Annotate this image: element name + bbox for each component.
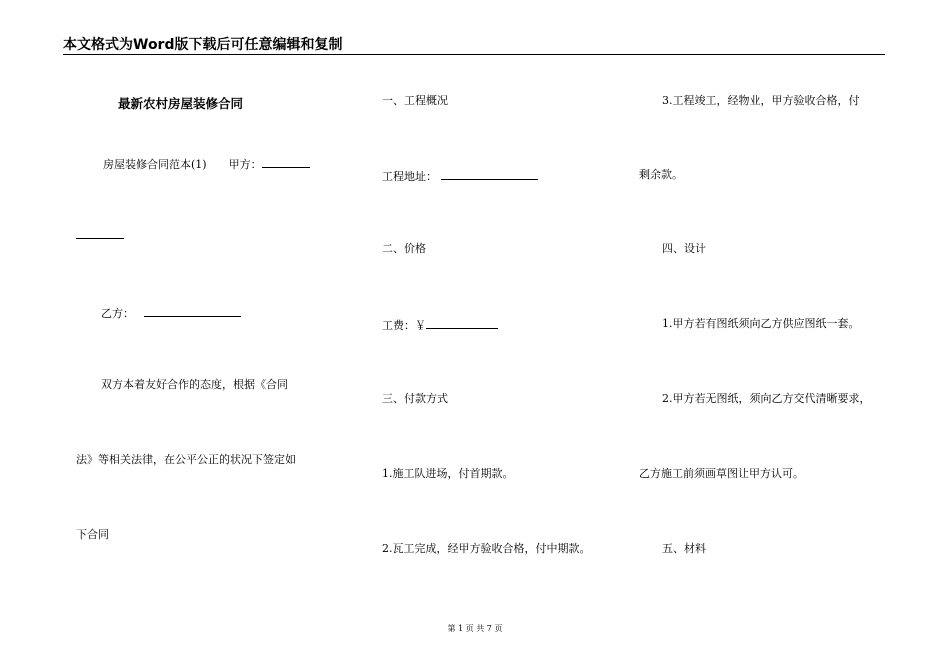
design-item-1: 1.甲方若有图纸须向乙方供应图纸一套。 <box>662 317 860 330</box>
section-4-heading: 四、设计 <box>662 242 706 255</box>
address-blank <box>441 168 538 180</box>
col1-line-5: 法》等相关法律，在公平公正的状况下签定如 <box>76 453 296 466</box>
col1-line-6: 下合同 <box>76 528 109 541</box>
page-number: 第 1 页 共 7 页 <box>447 624 503 633</box>
col1-line-1 <box>103 156 310 172</box>
design-item-2: 2.甲方若无图纸，须向乙方交代清晰要求， <box>662 392 871 405</box>
design-item-2-continued: 乙方施工前须画草图让甲方认可。 <box>639 467 804 480</box>
address-label: 工程地址： <box>382 170 437 183</box>
payment-item-1: 1.施工队进场，付首期款。 <box>382 467 514 480</box>
payment-item-3: 3.工程竣工，经物业，甲方验收合格，付 <box>662 94 860 107</box>
section-1-heading: 一、工程概况 <box>382 94 448 107</box>
col1-line-4: 双方本着友好合作的态度，根据《合同 <box>101 378 288 391</box>
party-b-label: 乙方： <box>101 307 134 320</box>
col1-line-3 <box>101 305 241 321</box>
party-a-blank-continued <box>76 238 124 239</box>
col1-line-1-text: 房屋装修合同范本(1) 甲方： <box>103 158 262 171</box>
party-a-blank <box>262 156 310 168</box>
section-3-heading: 三、付款方式 <box>382 392 448 405</box>
section-2-heading: 二、价格 <box>382 242 426 255</box>
payment-item-2: 2.瓦工完成，经甲方验收合格，付中期款。 <box>382 542 591 555</box>
fee-line <box>382 317 498 333</box>
page-header <box>63 28 885 55</box>
fee-label: 工费：￥ <box>382 319 426 332</box>
party-b-blank <box>144 305 241 317</box>
payment-item-3-continued: 剩余款。 <box>639 168 683 181</box>
address-line <box>382 168 538 184</box>
section-5-heading: 五、材料 <box>662 542 706 555</box>
fee-blank <box>426 317 498 329</box>
document-title: 最新农村房屋装修合同 <box>118 96 244 111</box>
header-text: 本文格式为Word版下载后可任意编辑和复制 <box>63 37 343 53</box>
